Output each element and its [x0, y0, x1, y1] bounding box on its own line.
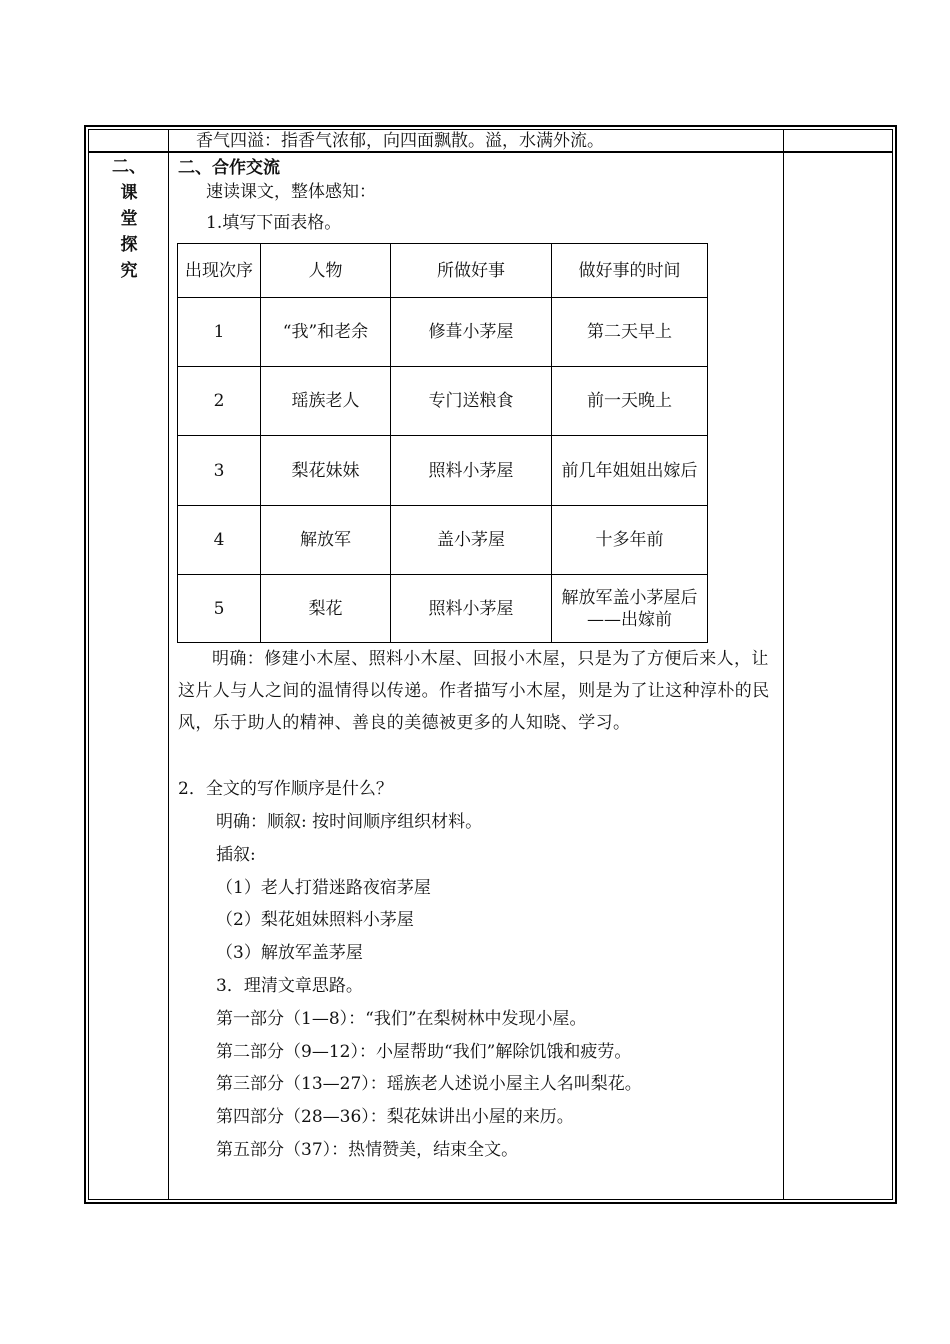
- insert-label: 插叙:: [216, 845, 256, 865]
- table-row: [178, 298, 708, 367]
- insert-item: （1）老人打猎迷路夜宿茅屋: [216, 878, 431, 898]
- question-2: 2．全文的写作顺序是什么？: [178, 779, 393, 799]
- table-cell: 专门送粮食: [391, 367, 552, 436]
- insert-item: （3）解放军盖茅屋: [216, 943, 363, 963]
- insert-item: （2）梨花姐妹照料小茅屋: [216, 910, 414, 930]
- task1-label: 1.填写下面表格。: [206, 213, 342, 233]
- column-divider-right: [783, 129, 784, 1200]
- section-heading: 二、合作交流: [178, 158, 280, 178]
- table-cell: 十多年前: [552, 506, 708, 575]
- table-cell: 解放军: [261, 506, 391, 575]
- side-label-line: 究: [120, 261, 138, 281]
- section-side-label: [90, 154, 168, 284]
- side-label-line: 课: [120, 183, 138, 203]
- table-cell: 3: [178, 436, 261, 506]
- table-cell: 2: [178, 367, 261, 436]
- side-label-line: 二、: [112, 157, 146, 177]
- table-cell: 5: [178, 575, 261, 643]
- table-cell: 4: [178, 506, 261, 575]
- part-item: 第三部分（13—27）：瑶族老人述说小屋主人名叫梨花。: [216, 1074, 642, 1094]
- part-item: 第一部分（1—8）：“我们”在梨树林中发现小屋。: [216, 1009, 587, 1029]
- table-cell: 瑶族老人: [261, 367, 391, 436]
- table-row: [178, 575, 708, 643]
- table-header-cell: 所做好事: [391, 244, 552, 298]
- table-cell: 第二天早上: [552, 298, 708, 367]
- table-header-cell: 出现次序: [178, 244, 261, 298]
- table-row: [178, 436, 708, 506]
- part-item: 第四部分（28—36）：梨花妹讲出小屋的来历。: [216, 1107, 574, 1127]
- table-cell: 梨花妹妹: [261, 436, 391, 506]
- table-row: [178, 367, 708, 436]
- side-label-line: 堂: [120, 209, 138, 229]
- table-cell: 盖小茅屋: [391, 506, 552, 575]
- answer-2: 明确：顺叙: 按时间顺序组织材料。: [216, 812, 483, 832]
- table-cell: 梨花: [261, 575, 391, 643]
- good-deeds-table: [177, 243, 708, 643]
- section-intro: 速读课文，整体感知：: [206, 182, 376, 202]
- explain-paragraph: 明确：修建小木屋、照料小木屋、回报小木屋，只是为了方便后来人，让这片人与人之间的温情得以传递。作者描写小木屋，则是为了让这种淳朴的民风，乐于助人的精神、善良的美德被更多的人知晓、学习。: [178, 649, 770, 733]
- table-row: [178, 506, 708, 575]
- table-cell: 照料小茅屋: [391, 575, 552, 643]
- table-header-cell: 人物: [261, 244, 391, 298]
- table-cell: 照料小茅屋: [391, 436, 552, 506]
- table-cell: “我”和老余: [261, 298, 391, 367]
- side-label-line: 探: [120, 235, 138, 255]
- question-3: 3．理清文章思路。: [216, 976, 363, 996]
- table-cell-line: ——出嫁前: [587, 609, 672, 630]
- top-row-text: 香气四溢：指香气浓郁，向四面飘散。溢，水满外流。: [196, 131, 604, 151]
- table-cell: 前几年姐姐出嫁后: [552, 436, 708, 506]
- table-header-row: [178, 244, 708, 298]
- table-header-cell: 做好事的时间: [552, 244, 708, 298]
- part-item: 第二部分（9—12）：小屋帮助“我们”解除饥饿和疲劳。: [216, 1042, 632, 1062]
- column-divider-left: [168, 129, 169, 1200]
- table-cell: 修葺小茅屋: [391, 298, 552, 367]
- table-cell-line: 解放军盖小茅屋后: [561, 587, 698, 608]
- table-cell: 1: [178, 298, 261, 367]
- part-item: 第五部分（37）：热情赞美，结束全文。: [216, 1140, 519, 1160]
- table-cell: 前一天晚上: [552, 367, 708, 436]
- table-cell: [552, 575, 708, 643]
